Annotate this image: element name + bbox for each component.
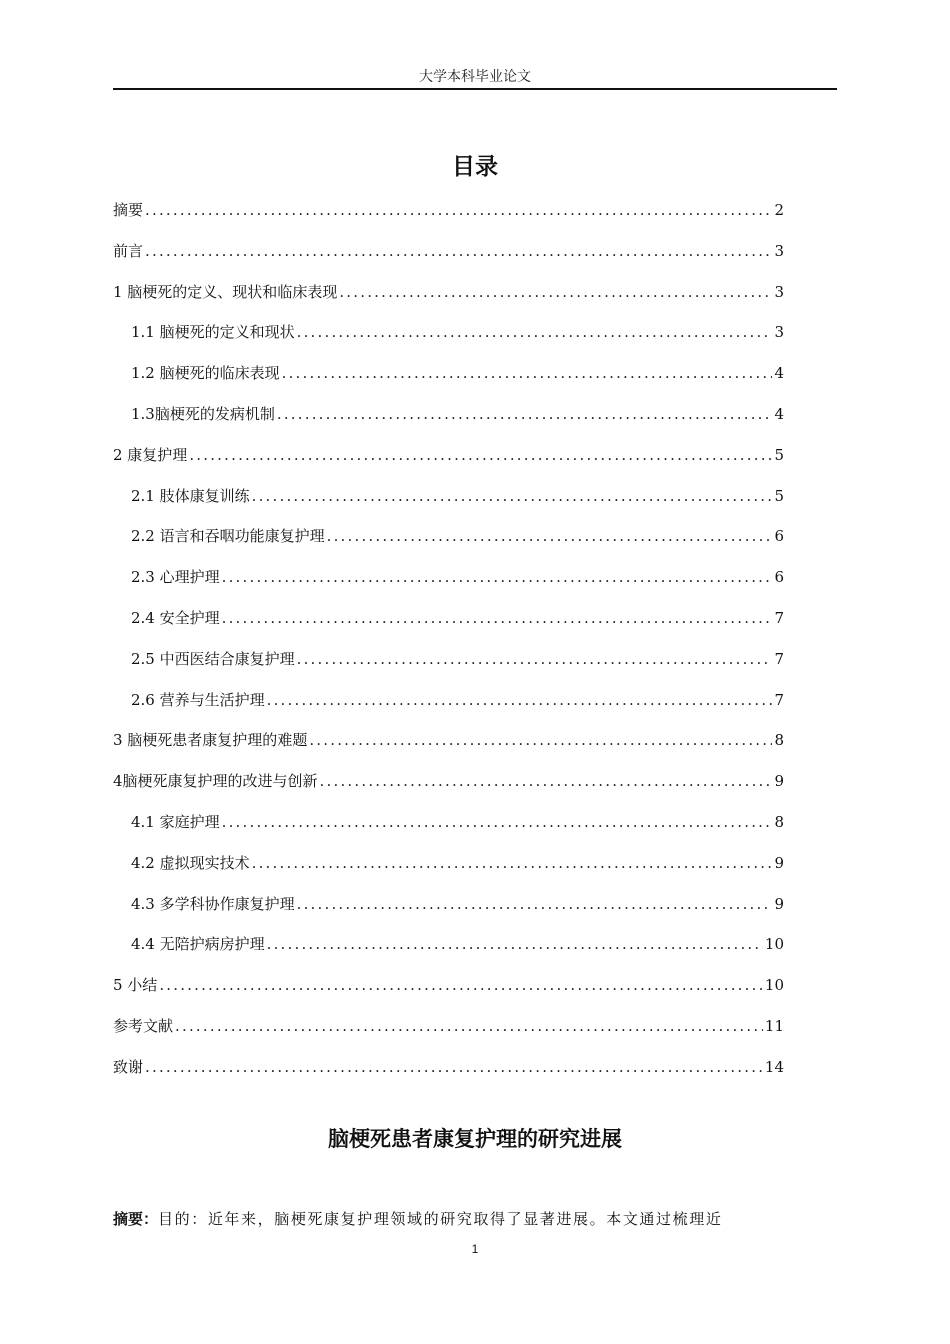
toc-entry[interactable]: [113, 400, 784, 441]
toc-entry-page: 3: [774, 282, 784, 301]
toc-entry-label: 前言: [113, 241, 144, 260]
toc-entry-label: 4.2 虚拟现实技术: [131, 853, 250, 872]
toc-entry-label: 2.3 心理护理: [131, 568, 220, 587]
abstract-text: 目的：近年来，脑梗死康复护理领域的研究取得了显著进展。本文通过梳理近: [158, 1210, 723, 1228]
toc-entry-label: 4.3 多学科协作康复护理: [131, 894, 295, 913]
toc-entry-label: 5 小结: [113, 976, 158, 995]
toc-entry-label: 4脑梗死康复护理的改进与创新: [113, 772, 318, 791]
toc-entry[interactable]: [113, 686, 784, 727]
toc-entry-page: 5: [774, 445, 784, 464]
toc-entry-label: 2 康复护理: [113, 445, 188, 464]
toc-dot-leader: [339, 278, 772, 306]
toc-entry-label: 2.1 肢体康复训练: [131, 486, 250, 505]
toc-entry[interactable]: [113, 237, 784, 278]
toc-dot-leader: [282, 359, 773, 387]
toc-dot-leader: [297, 645, 773, 673]
toc-entry[interactable]: [113, 359, 784, 400]
toc-entry-page: 4: [774, 364, 784, 383]
toc-entry-label: 3 脑梗死患者康复护理的难题: [113, 731, 308, 750]
toc-entry-label: 1 脑梗死的定义、现状和临床表现: [113, 282, 338, 301]
toc-entry[interactable]: [113, 522, 784, 563]
toc-entry[interactable]: [113, 971, 784, 1012]
toc-entry[interactable]: [113, 1012, 784, 1053]
toc-entry-page: 3: [774, 323, 784, 342]
toc-entry[interactable]: [113, 604, 784, 645]
toc-dot-leader: [145, 196, 772, 224]
table-of-contents: [113, 196, 784, 1094]
toc-entry-label: 致谢: [113, 1057, 144, 1076]
toc-entry[interactable]: [113, 318, 784, 359]
toc-entry-label: 参考文献: [113, 1016, 174, 1035]
toc-entry-label: 1.1 脑梗死的定义和现状: [131, 323, 295, 342]
abstract-first-line: [113, 1205, 837, 1233]
toc-entry[interactable]: [113, 726, 784, 767]
toc-entry-label: 4.4 无陪护病房护理: [131, 935, 265, 954]
toc-entry-page: 2: [774, 201, 784, 219]
toc-dot-leader: [222, 808, 773, 836]
toc-entry-page: 5: [774, 486, 784, 505]
toc-dot-leader: [159, 971, 763, 999]
toc-entry[interactable]: [113, 930, 784, 971]
abstract-label: 摘要：: [113, 1210, 159, 1228]
toc-entry[interactable]: [113, 563, 784, 604]
toc-entry[interactable]: [113, 767, 784, 808]
toc-dot-leader: [175, 1012, 763, 1040]
paper-title: 脑梗死患者康复护理的研究进展: [328, 1127, 622, 1151]
toc-entry-page: 10: [764, 935, 784, 954]
toc-entry-label: 1.3脑梗死的发病机制: [131, 404, 275, 423]
toc-entry-page: 7: [774, 608, 784, 627]
toc-dot-leader: [145, 237, 772, 265]
toc-entry-page: 6: [774, 568, 784, 587]
toc-entry[interactable]: [113, 645, 784, 686]
toc-dot-leader: [297, 890, 773, 918]
toc-dot-leader: [189, 441, 772, 469]
toc-entry[interactable]: [113, 278, 784, 319]
toc-dot-leader: [267, 686, 773, 714]
toc-title: 目录: [452, 154, 498, 180]
toc-entry-label: 摘要: [113, 201, 144, 219]
toc-entry[interactable]: [113, 808, 784, 849]
toc-dot-leader: [277, 400, 773, 428]
toc-entry-page: 10: [764, 976, 784, 995]
toc-entry[interactable]: [113, 482, 784, 523]
toc-entry[interactable]: [113, 196, 784, 237]
toc-dot-leader: [222, 604, 773, 632]
toc-entry-label: 2.2 语言和吞咽功能康复护理: [131, 527, 325, 546]
toc-entry-label: 1.2 脑梗死的临床表现: [131, 364, 280, 383]
toc-dot-leader: [297, 318, 773, 346]
toc-dot-leader: [309, 726, 772, 754]
toc-entry[interactable]: [113, 849, 784, 890]
toc-entry-page: 11: [764, 1016, 784, 1035]
toc-entry-label: 2.5 中西医结合康复护理: [131, 649, 295, 668]
toc-dot-leader: [320, 767, 773, 795]
toc-entry-page: 9: [774, 853, 784, 872]
page-number: 1: [471, 1242, 479, 1256]
toc-entry-page: 8: [774, 731, 784, 750]
toc-entry-page: 7: [774, 649, 784, 668]
toc-entry-page: 9: [774, 772, 784, 791]
toc-entry[interactable]: [113, 441, 784, 482]
toc-entry[interactable]: [113, 1053, 784, 1094]
toc-entry-page: 7: [774, 690, 784, 709]
toc-entry-page: 14: [764, 1057, 784, 1076]
toc-entry-label: 2.4 安全护理: [131, 608, 220, 627]
toc-entry-label: 2.6 营养与生活护理: [131, 690, 265, 709]
toc-dot-leader: [145, 1053, 763, 1081]
toc-entry-page: 4: [774, 404, 784, 423]
toc-entry-label: 4.1 家庭护理: [131, 812, 220, 831]
running-header: 大学本科毕业论文: [419, 69, 531, 85]
header-rule: [113, 88, 837, 90]
toc-dot-leader: [267, 930, 763, 958]
toc-dot-leader: [222, 563, 773, 591]
toc-entry[interactable]: [113, 890, 784, 931]
toc-dot-leader: [327, 522, 773, 550]
toc-dot-leader: [252, 482, 773, 510]
toc-entry-page: 3: [774, 241, 784, 260]
toc-entry-page: 6: [774, 527, 784, 546]
toc-dot-leader: [252, 849, 773, 877]
toc-entry-page: 9: [774, 894, 784, 913]
toc-entry-page: 8: [774, 812, 784, 831]
